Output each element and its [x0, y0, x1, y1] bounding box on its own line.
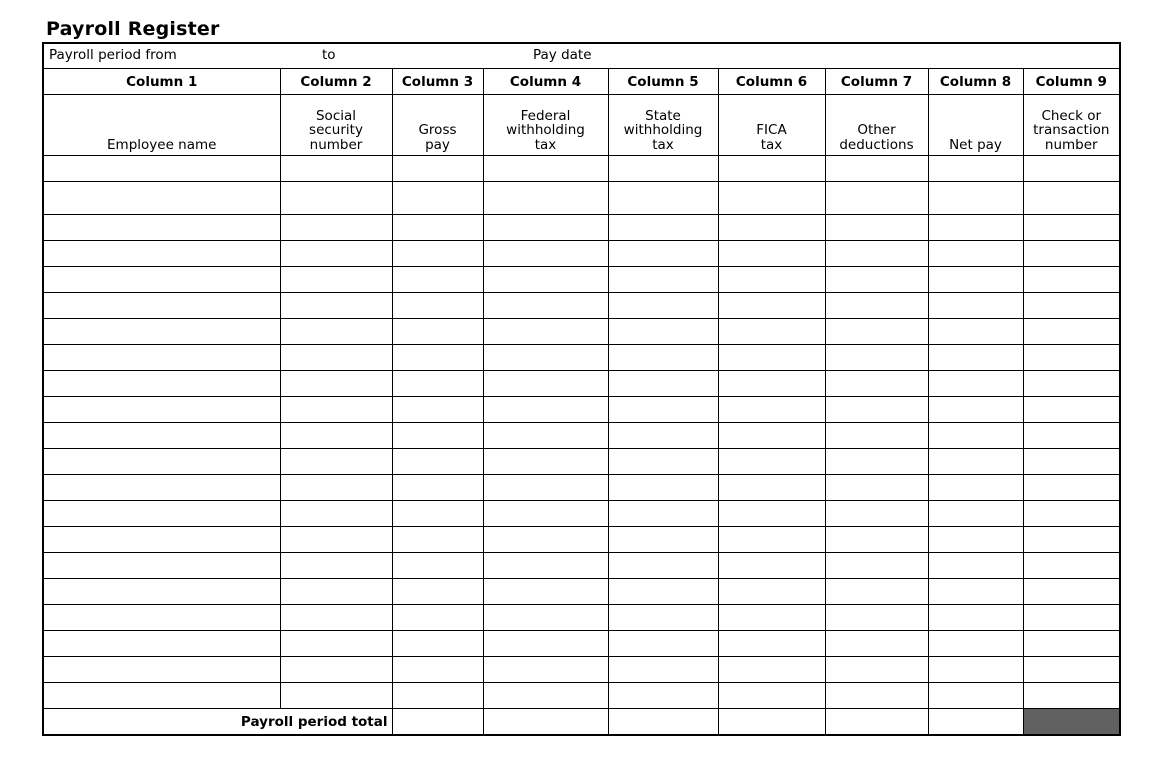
column-header-5 — [608, 95, 718, 156]
entry-cell-col-8[interactable] — [928, 683, 1023, 709]
entry-cell-col-5[interactable] — [608, 657, 718, 683]
entry-cell-col-7[interactable] — [825, 553, 928, 579]
column-number-row — [43, 69, 1120, 95]
entry-cell-col-7[interactable] — [825, 631, 928, 657]
payroll-period-total-label: Payroll period total — [43, 709, 392, 736]
entry-cell-col-5[interactable] — [608, 605, 718, 631]
period-to-label: to — [322, 47, 336, 63]
entry-cell-col-2[interactable] — [280, 605, 392, 631]
column-header-2-line: Social — [315, 107, 357, 124]
entry-cell-col-7[interactable] — [825, 182, 928, 215]
column-header-6-line: tax — [760, 136, 783, 153]
entry-cell-col-1[interactable] — [43, 293, 280, 319]
entry-cell-col-4[interactable] — [483, 605, 608, 631]
entry-cell-col-4[interactable] — [483, 241, 608, 267]
total-cell-col-6[interactable] — [718, 709, 825, 736]
entry-cell-col-9[interactable] — [1023, 553, 1120, 579]
table-row — [43, 241, 1120, 267]
entry-cell-col-6[interactable] — [718, 501, 825, 527]
entry-cell-col-8[interactable] — [928, 156, 1023, 182]
entry-cell-col-6[interactable] — [718, 182, 825, 215]
entry-cell-col-2[interactable] — [280, 397, 392, 423]
entry-cell-col-6[interactable] — [718, 241, 825, 267]
column-header-4-line: Federal — [520, 107, 571, 124]
entry-cell-col-8[interactable] — [928, 501, 1023, 527]
entry-cell-col-4[interactable] — [483, 423, 608, 449]
entry-cell-col-2[interactable] — [280, 527, 392, 553]
entry-cell-col-6[interactable] — [718, 319, 825, 345]
pay-date-label: Pay date — [533, 47, 592, 63]
column-header-8 — [928, 95, 1023, 156]
entry-cell-col-2[interactable] — [280, 293, 392, 319]
entry-cell-col-1[interactable] — [43, 397, 280, 423]
entry-cell-col-9[interactable] — [1023, 293, 1120, 319]
table-row — [43, 683, 1120, 709]
entry-cell-col-6[interactable] — [718, 371, 825, 397]
entry-cell-col-2[interactable] — [280, 553, 392, 579]
table-row — [43, 449, 1120, 475]
entry-cell-col-8[interactable] — [928, 475, 1023, 501]
entry-cell-col-1[interactable] — [43, 475, 280, 501]
entry-cell-col-8[interactable] — [928, 215, 1023, 241]
entry-cell-col-4[interactable] — [483, 527, 608, 553]
entry-cell-col-5[interactable] — [608, 683, 718, 709]
entry-cell-col-6[interactable] — [718, 293, 825, 319]
entry-cell-col-3[interactable] — [392, 319, 483, 345]
entry-cell-col-5[interactable] — [608, 371, 718, 397]
total-cell-shaded — [1023, 709, 1120, 736]
total-cell-col-3[interactable] — [392, 709, 483, 736]
entry-cell-col-8[interactable] — [928, 371, 1023, 397]
entry-cell-col-6[interactable] — [718, 683, 825, 709]
entry-cell-col-7[interactable] — [825, 267, 928, 293]
entry-cell-col-9[interactable] — [1023, 475, 1120, 501]
entry-cell-col-7[interactable] — [825, 683, 928, 709]
entry-cell-col-5[interactable] — [608, 215, 718, 241]
entry-cell-col-2[interactable] — [280, 267, 392, 293]
entry-cell-col-9[interactable] — [1023, 267, 1120, 293]
table-row — [43, 501, 1120, 527]
entry-cell-col-8[interactable] — [928, 293, 1023, 319]
payroll-period-total-row — [43, 709, 1120, 736]
entry-cell-col-9[interactable] — [1023, 371, 1120, 397]
entry-cell-col-7[interactable] — [825, 345, 928, 371]
entry-cell-col-3[interactable] — [392, 605, 483, 631]
entry-cell-col-1[interactable] — [43, 371, 280, 397]
entry-cell-col-7[interactable] — [825, 449, 928, 475]
entry-cell-col-8[interactable] — [928, 605, 1023, 631]
column-number-2: Column 2 — [280, 69, 392, 95]
entry-cell-col-8[interactable] — [928, 527, 1023, 553]
entry-cell-col-9[interactable] — [1023, 215, 1120, 241]
entry-cell-col-1[interactable] — [43, 156, 280, 182]
column-header-3-line: Gross — [418, 122, 457, 138]
entry-cell-col-4[interactable] — [483, 182, 608, 215]
entry-cell-col-3[interactable] — [392, 527, 483, 553]
entry-cell-col-9[interactable] — [1023, 319, 1120, 345]
entry-cell-col-5[interactable] — [608, 345, 718, 371]
entry-cell-col-8[interactable] — [928, 631, 1023, 657]
entry-cell-col-1[interactable] — [43, 501, 280, 527]
column-header-3-line: pay — [425, 136, 450, 153]
column-header-5-line: tax — [652, 136, 674, 153]
entry-cell-col-6[interactable] — [718, 423, 825, 449]
entry-cell-col-1[interactable] — [43, 267, 280, 293]
entry-cell-col-2[interactable] — [280, 319, 392, 345]
column-header-4-line: tax — [534, 136, 557, 153]
column-header-9-line: Check or — [1041, 107, 1102, 124]
column-header-5-line: State — [645, 107, 681, 124]
entry-cell-col-4[interactable] — [483, 371, 608, 397]
column-header-3 — [392, 95, 483, 156]
entry-cell-col-7[interactable] — [825, 371, 928, 397]
entry-cell-col-7[interactable] — [825, 501, 928, 527]
entry-cell-col-6[interactable] — [718, 631, 825, 657]
entry-cell-col-3[interactable] — [392, 579, 483, 605]
entry-cell-col-9[interactable] — [1023, 156, 1120, 182]
entry-cell-col-2[interactable] — [280, 241, 392, 267]
entry-cell-col-5[interactable] — [608, 293, 718, 319]
entry-cell-col-4[interactable] — [483, 501, 608, 527]
entry-cell-col-8[interactable] — [928, 579, 1023, 605]
entry-cell-col-8[interactable] — [928, 423, 1023, 449]
entry-cell-col-1[interactable] — [43, 683, 280, 709]
entry-cell-col-6[interactable] — [718, 605, 825, 631]
entry-cell-col-3[interactable] — [392, 345, 483, 371]
column-header-1-line: Employee name — [107, 136, 217, 153]
form-title: Payroll Register — [46, 18, 220, 40]
table-row — [43, 579, 1120, 605]
entry-cell-col-8[interactable] — [928, 267, 1023, 293]
entry-cell-col-1[interactable] — [43, 631, 280, 657]
entry-cell-col-8[interactable] — [928, 182, 1023, 215]
entry-cell-col-5[interactable] — [608, 267, 718, 293]
total-cell-col-5[interactable] — [608, 709, 718, 736]
entry-cell-col-2[interactable] — [280, 631, 392, 657]
entry-cell-col-8[interactable] — [928, 345, 1023, 371]
entry-cell-col-9[interactable] — [1023, 631, 1120, 657]
entry-cell-col-6[interactable] — [718, 156, 825, 182]
entry-cell-col-1[interactable] — [43, 182, 280, 215]
column-number-3: Column 3 — [392, 69, 483, 95]
entry-cell-col-2[interactable] — [280, 345, 392, 371]
entry-cell-col-4[interactable] — [483, 267, 608, 293]
entry-cell-col-4[interactable] — [483, 631, 608, 657]
entry-cell-col-9[interactable] — [1023, 579, 1120, 605]
column-header-2-line: number — [309, 136, 363, 153]
entry-cell-col-6[interactable] — [718, 215, 825, 241]
column-number-6: Column 6 — [718, 69, 825, 95]
table-row — [43, 293, 1120, 319]
entry-cell-col-9[interactable] — [1023, 182, 1120, 215]
entry-cell-col-9[interactable] — [1023, 449, 1120, 475]
entry-cell-col-3[interactable] — [392, 371, 483, 397]
entry-cell-col-1[interactable] — [43, 241, 280, 267]
entry-cell-col-5[interactable] — [608, 241, 718, 267]
entry-cell-col-6[interactable] — [718, 397, 825, 423]
entry-cell-col-3[interactable] — [392, 449, 483, 475]
payroll-register-table — [42, 42, 1121, 736]
column-header-7-line: Other — [857, 122, 896, 138]
entry-cell-col-8[interactable] — [928, 657, 1023, 683]
entry-cell-col-4[interactable] — [483, 449, 608, 475]
entry-cell-col-5[interactable] — [608, 527, 718, 553]
table-row — [43, 319, 1120, 345]
entry-cell-col-2[interactable] — [280, 423, 392, 449]
entry-cell-col-7[interactable] — [825, 293, 928, 319]
column-header-7-line: deductions — [839, 136, 914, 153]
entry-cell-col-2[interactable] — [280, 501, 392, 527]
entry-cell-col-7[interactable] — [825, 579, 928, 605]
table-row — [43, 423, 1120, 449]
entry-cell-col-5[interactable] — [608, 182, 718, 215]
table-row — [43, 156, 1120, 182]
entry-cell-col-5[interactable] — [608, 501, 718, 527]
entry-cell-col-8[interactable] — [928, 553, 1023, 579]
total-cell-col-7[interactable] — [825, 709, 928, 736]
entry-cell-col-7[interactable] — [825, 423, 928, 449]
entry-cell-col-1[interactable] — [43, 345, 280, 371]
entry-cell-col-3[interactable] — [392, 241, 483, 267]
column-header-9-line: number — [1044, 136, 1098, 153]
entry-cell-col-7[interactable] — [825, 241, 928, 267]
column-header-6 — [718, 95, 825, 156]
entry-cell-col-5[interactable] — [608, 553, 718, 579]
entry-cell-col-8[interactable] — [928, 449, 1023, 475]
column-header-2-line: security — [309, 122, 363, 138]
entry-cell-col-2[interactable] — [280, 371, 392, 397]
entry-cell-col-6[interactable] — [718, 579, 825, 605]
entry-cell-col-5[interactable] — [608, 319, 718, 345]
entry-cell-col-6[interactable] — [718, 475, 825, 501]
entry-cell-col-2[interactable] — [280, 579, 392, 605]
table-row — [43, 475, 1120, 501]
entry-cell-col-6[interactable] — [718, 267, 825, 293]
entry-cell-col-6[interactable] — [718, 657, 825, 683]
entry-cell-col-4[interactable] — [483, 156, 608, 182]
table-row — [43, 657, 1120, 683]
entry-cell-col-1[interactable] — [43, 215, 280, 241]
entry-cell-col-2[interactable] — [280, 657, 392, 683]
entry-cell-col-3[interactable] — [392, 631, 483, 657]
total-cell-col-4[interactable] — [483, 709, 608, 736]
entry-cell-col-5[interactable] — [608, 423, 718, 449]
entry-cell-col-1[interactable] — [43, 319, 280, 345]
entry-cell-col-3[interactable] — [392, 657, 483, 683]
entry-cell-col-3[interactable] — [392, 182, 483, 215]
entry-cell-col-3[interactable] — [392, 553, 483, 579]
entry-cell-col-6[interactable] — [718, 553, 825, 579]
entry-cell-col-4[interactable] — [483, 475, 608, 501]
entry-cell-col-9[interactable] — [1023, 345, 1120, 371]
entry-cell-col-5[interactable] — [608, 449, 718, 475]
entry-cell-col-3[interactable] — [392, 156, 483, 182]
entry-cell-col-4[interactable] — [483, 345, 608, 371]
entry-cell-col-2[interactable] — [280, 449, 392, 475]
entry-cell-col-5[interactable] — [608, 475, 718, 501]
entry-cell-col-8[interactable] — [928, 397, 1023, 423]
table-row — [43, 631, 1120, 657]
entry-cell-col-4[interactable] — [483, 215, 608, 241]
column-header-8-line: Net pay — [949, 136, 1002, 153]
entry-cell-col-9[interactable] — [1023, 527, 1120, 553]
entry-cell-col-3[interactable] — [392, 683, 483, 709]
table-row — [43, 605, 1120, 631]
entry-cell-col-4[interactable] — [483, 657, 608, 683]
table-row — [43, 553, 1120, 579]
entry-cell-col-5[interactable] — [608, 631, 718, 657]
entry-cell-col-2[interactable] — [280, 475, 392, 501]
entry-cell-col-2[interactable] — [280, 156, 392, 182]
table-row — [43, 397, 1120, 423]
column-header-4 — [483, 95, 608, 156]
column-header-9-line: transaction — [1033, 122, 1110, 138]
entry-cell-col-7[interactable] — [825, 475, 928, 501]
entry-cell-col-1[interactable] — [43, 449, 280, 475]
entry-cell-col-9[interactable] — [1023, 423, 1120, 449]
entry-cell-col-4[interactable] — [483, 553, 608, 579]
entry-cell-col-5[interactable] — [608, 397, 718, 423]
entry-cell-col-9[interactable] — [1023, 241, 1120, 267]
entry-cell-col-4[interactable] — [483, 397, 608, 423]
entry-cell-col-2[interactable] — [280, 683, 392, 709]
entry-cell-col-4[interactable] — [483, 579, 608, 605]
entry-cell-col-2[interactable] — [280, 215, 392, 241]
entry-cell-col-7[interactable] — [825, 319, 928, 345]
entry-cell-col-5[interactable] — [608, 579, 718, 605]
entry-cell-col-7[interactable] — [825, 605, 928, 631]
entry-cell-col-1[interactable] — [43, 579, 280, 605]
column-number-5: Column 5 — [608, 69, 718, 95]
entry-cell-col-1[interactable] — [43, 423, 280, 449]
table-row — [43, 267, 1120, 293]
table-row — [43, 182, 1120, 215]
entry-cell-col-7[interactable] — [825, 215, 928, 241]
entry-cell-col-9[interactable] — [1023, 605, 1120, 631]
entry-cell-col-3[interactable] — [392, 423, 483, 449]
column-header-6-line: FICA — [756, 122, 787, 138]
entry-cell-col-8[interactable] — [928, 241, 1023, 267]
entry-cell-col-5[interactable] — [608, 156, 718, 182]
column-number-8: Column 8 — [928, 69, 1023, 95]
column-header-1 — [43, 95, 280, 156]
entry-cell-col-7[interactable] — [825, 156, 928, 182]
entry-cell-col-7[interactable] — [825, 527, 928, 553]
entry-cell-col-1[interactable] — [43, 553, 280, 579]
table-row — [43, 345, 1120, 371]
total-cell-col-8[interactable] — [928, 709, 1023, 736]
column-number-7: Column 7 — [825, 69, 928, 95]
entry-cell-col-2[interactable] — [280, 182, 392, 215]
entry-cell-col-4[interactable] — [483, 683, 608, 709]
entry-cell-col-9[interactable] — [1023, 683, 1120, 709]
entry-cell-col-6[interactable] — [718, 345, 825, 371]
column-number-4: Column 4 — [483, 69, 608, 95]
entry-cell-col-9[interactable] — [1023, 657, 1120, 683]
column-header-5-line: withholding — [623, 122, 703, 138]
entry-cell-col-1[interactable] — [43, 657, 280, 683]
entry-cell-col-4[interactable] — [483, 293, 608, 319]
entry-cell-col-3[interactable] — [392, 215, 483, 241]
table-row — [43, 371, 1120, 397]
entry-cell-col-3[interactable] — [392, 293, 483, 319]
entry-cell-col-7[interactable] — [825, 657, 928, 683]
period-from-label: Payroll period from — [49, 47, 177, 63]
entry-cell-col-3[interactable] — [392, 475, 483, 501]
column-header-4-line: withholding — [506, 122, 585, 138]
entry-cell-col-3[interactable] — [392, 397, 483, 423]
entry-cell-col-4[interactable] — [483, 319, 608, 345]
entry-cell-col-6[interactable] — [718, 527, 825, 553]
entry-cell-col-9[interactable] — [1023, 501, 1120, 527]
entry-cell-col-7[interactable] — [825, 397, 928, 423]
column-number-9: Column 9 — [1023, 69, 1120, 95]
entry-cell-col-1[interactable] — [43, 527, 280, 553]
payroll-period-row — [43, 43, 1120, 69]
table-row — [43, 215, 1120, 241]
entry-cell-col-3[interactable] — [392, 501, 483, 527]
column-header-2 — [280, 95, 392, 156]
entry-cell-col-8[interactable] — [928, 319, 1023, 345]
entry-cell-col-3[interactable] — [392, 267, 483, 293]
table-row — [43, 527, 1120, 553]
column-header-9 — [1023, 95, 1120, 156]
entry-cell-col-9[interactable] — [1023, 397, 1120, 423]
column-number-1: Column 1 — [43, 69, 280, 95]
entry-cell-col-1[interactable] — [43, 605, 280, 631]
column-header-row — [43, 95, 1120, 156]
entry-cell-col-6[interactable] — [718, 449, 825, 475]
column-header-7 — [825, 95, 928, 156]
